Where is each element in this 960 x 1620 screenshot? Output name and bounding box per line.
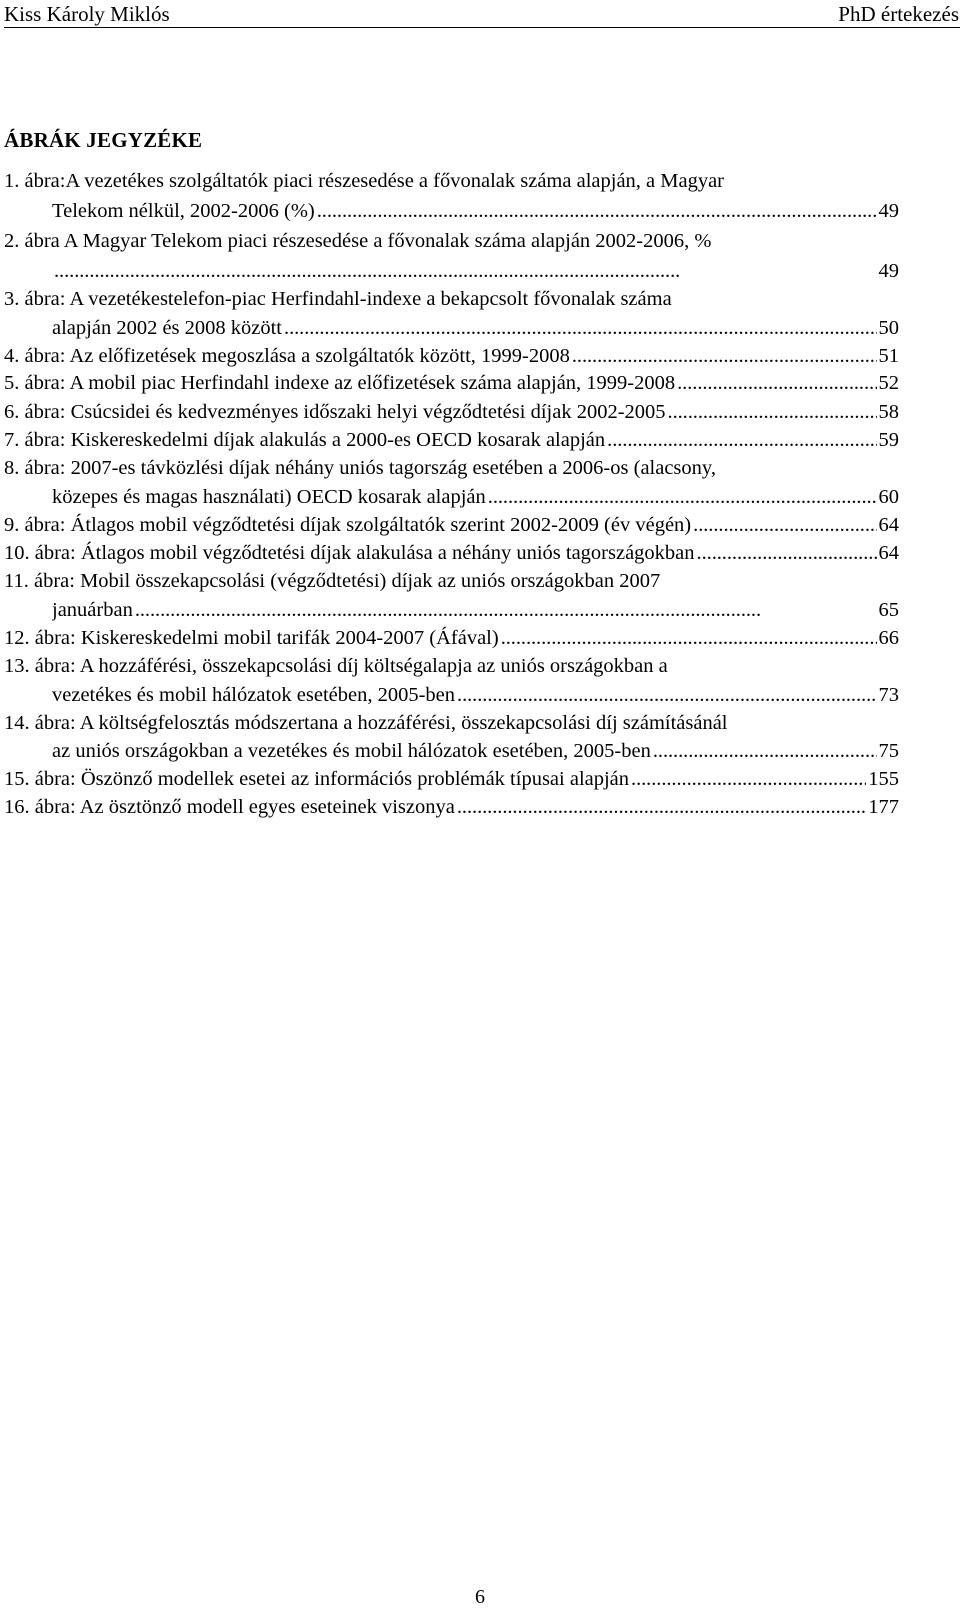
toc-entry-text: vezetékes és mobil hálózatok esetében, 2005-ben [52, 684, 456, 706]
toc-entry-text: Telekom nélkül, 2002-2006 (%) [52, 200, 315, 222]
leader-dots [572, 341, 877, 371]
toc-entry-15[interactable] [4, 764, 899, 794]
toc-entry-7[interactable] [4, 425, 899, 455]
toc-entry-12[interactable] [4, 623, 899, 653]
toc-entry-6[interactable] [4, 397, 899, 427]
leader-dots [697, 538, 877, 568]
toc-entry-9[interactable] [4, 510, 899, 540]
toc-page-number: 60 [878, 486, 899, 508]
toc-entry-8-cont[interactable] [52, 482, 899, 512]
leader-dots [653, 736, 877, 766]
toc-entry-1[interactable] [4, 166, 899, 196]
toc-page-number: 58 [878, 401, 899, 423]
toc-page-number: 59 [878, 429, 899, 451]
toc-entry-3-cont[interactable] [52, 313, 899, 343]
header-rule [4, 27, 960, 28]
toc-entry-text: 7. ábra: Kiskereskedelmi díjak alakulás a 2000-es OECD kosarak alapján [4, 429, 606, 451]
toc-entry-text: 12. ábra: Kiskereskedelmi mobil tarifák 2004-2007 (Áfával) [4, 627, 499, 649]
leader-dots [668, 397, 877, 427]
leader-dots [631, 764, 866, 794]
toc-entry-text: 16. ábra: Az ösztönző modell egyes eseteinek viszonya [4, 796, 455, 818]
toc-entry-text: 1. ábra:A vezetékes szolgáltatók piaci részesedése a fővonalak száma alapján, a Magyar [4, 170, 725, 192]
toc-entry-3[interactable] [4, 284, 899, 314]
toc-entry-5[interactable] [4, 368, 899, 398]
toc-entry-text: 11. ábra: Mobil összekapcsolási (végződtetési) díjak az uniós országokban 2007 [4, 570, 661, 592]
toc-entry-13[interactable] [4, 651, 899, 681]
toc-entry-10[interactable] [4, 538, 899, 568]
toc-title: ÁBRÁK JEGYZÉKE [4, 128, 203, 152]
leader-dots [607, 425, 876, 455]
toc-page-number: 64 [878, 514, 899, 536]
toc-entry-text: 15. ábra: Öszönző modellek esetei az információs problémák típusai alapján [4, 768, 630, 790]
toc-page-number: 50 [878, 317, 899, 339]
page-header [0, 0, 960, 28]
toc-page-number: 49 [878, 260, 899, 282]
toc-page-number: 49 [878, 200, 899, 222]
leader-dots [501, 623, 877, 653]
toc-entry-11[interactable] [4, 566, 899, 596]
toc-entry-14[interactable] [4, 708, 899, 738]
toc-page-number: 75 [878, 740, 899, 762]
toc-entry-8[interactable] [4, 453, 899, 483]
toc-entry-text: 9. ábra: Átlagos mobil végződtetési díjak szolgáltatók szerint 2002-2009 (év végén) [4, 514, 692, 536]
toc-entry-text: 10. ábra: Átlagos mobil végződtetési díjak alakulása a néhány uniós tagországokban [4, 542, 695, 564]
toc-entry-14-cont[interactable] [52, 736, 899, 766]
toc-entry-text: alapján 2002 és 2008 között [52, 317, 283, 339]
leader-dots [284, 313, 876, 343]
toc-entry-16[interactable] [4, 792, 899, 822]
toc-entry-2[interactable] [4, 226, 899, 256]
toc-page-number: 73 [878, 684, 899, 706]
toc-page-number: 155 [868, 768, 899, 790]
toc-entry-text: közepes és magas használati) OECD kosarak alapján [52, 486, 486, 508]
leader-dots [677, 368, 876, 398]
toc-entry-text: 14. ábra: A költségfelosztás módszertana a hozzáférési, összekapcsolási díj számításánál [4, 712, 728, 734]
toc-entry-text: 5. ábra: A mobil piac Herfindahl indexe az előfizetések száma alapján, 1999-2008 [4, 372, 676, 394]
toc-page-number: 66 [878, 627, 899, 649]
toc-page-number: 65 [878, 599, 899, 621]
leader-dots [457, 680, 876, 710]
leader-dots [457, 792, 866, 822]
toc-entry-text: januárban [52, 599, 133, 621]
header-doc-type: PhD értekezés [838, 2, 959, 26]
toc-page-number: 51 [878, 345, 899, 367]
toc-page-number: 64 [878, 542, 899, 564]
toc-entry-text: 6. ábra: Csúcsidei és kedvezményes időszaki helyi végződtetési díjak 2002-2005 [4, 401, 666, 423]
toc-entry-2-cont[interactable] [52, 256, 899, 286]
leader-dots [317, 196, 877, 226]
toc-entry-text: az uniós országokban a vezetékes és mobil hálózatok esetében, 2005-ben [52, 740, 651, 762]
toc-entry-text: 13. ábra: A hozzáférési, összekapcsolási díj költségalapja az uniós országokban a [4, 655, 668, 677]
toc-page-number: 52 [878, 372, 899, 394]
toc-entry-11-cont[interactable] [52, 595, 899, 625]
leader-dots [488, 482, 877, 512]
leader-dots [54, 256, 877, 286]
toc-entry-text: 4. ábra: Az előfizetések megoszlása a szolgáltatók között, 1999-2008 [4, 345, 570, 367]
toc-entry-13-cont[interactable] [52, 680, 899, 710]
header-author: Kiss Károly Miklós [4, 2, 170, 26]
toc-entry-text: 3. ábra: A vezetékestelefon-piac Herfindahl-indexe a bekapcsolt fővonalak száma [4, 288, 672, 310]
toc-entry-text: 2. ábra A Magyar Telekom piaci részesedése a fővonalak száma alapján 2002-2006, % [4, 230, 712, 252]
toc-entry-4[interactable] [4, 341, 899, 371]
toc-entry-1-cont[interactable] [52, 196, 899, 226]
page-number: 6 [475, 1586, 485, 1608]
toc-page-number: 177 [868, 796, 899, 818]
leader-dots [135, 595, 877, 625]
toc-entry-text: 8. ábra: 2007-es távközlési díjak néhány uniós tagország esetében a 2006-os (alacsony, [4, 457, 716, 479]
leader-dots [693, 510, 876, 540]
